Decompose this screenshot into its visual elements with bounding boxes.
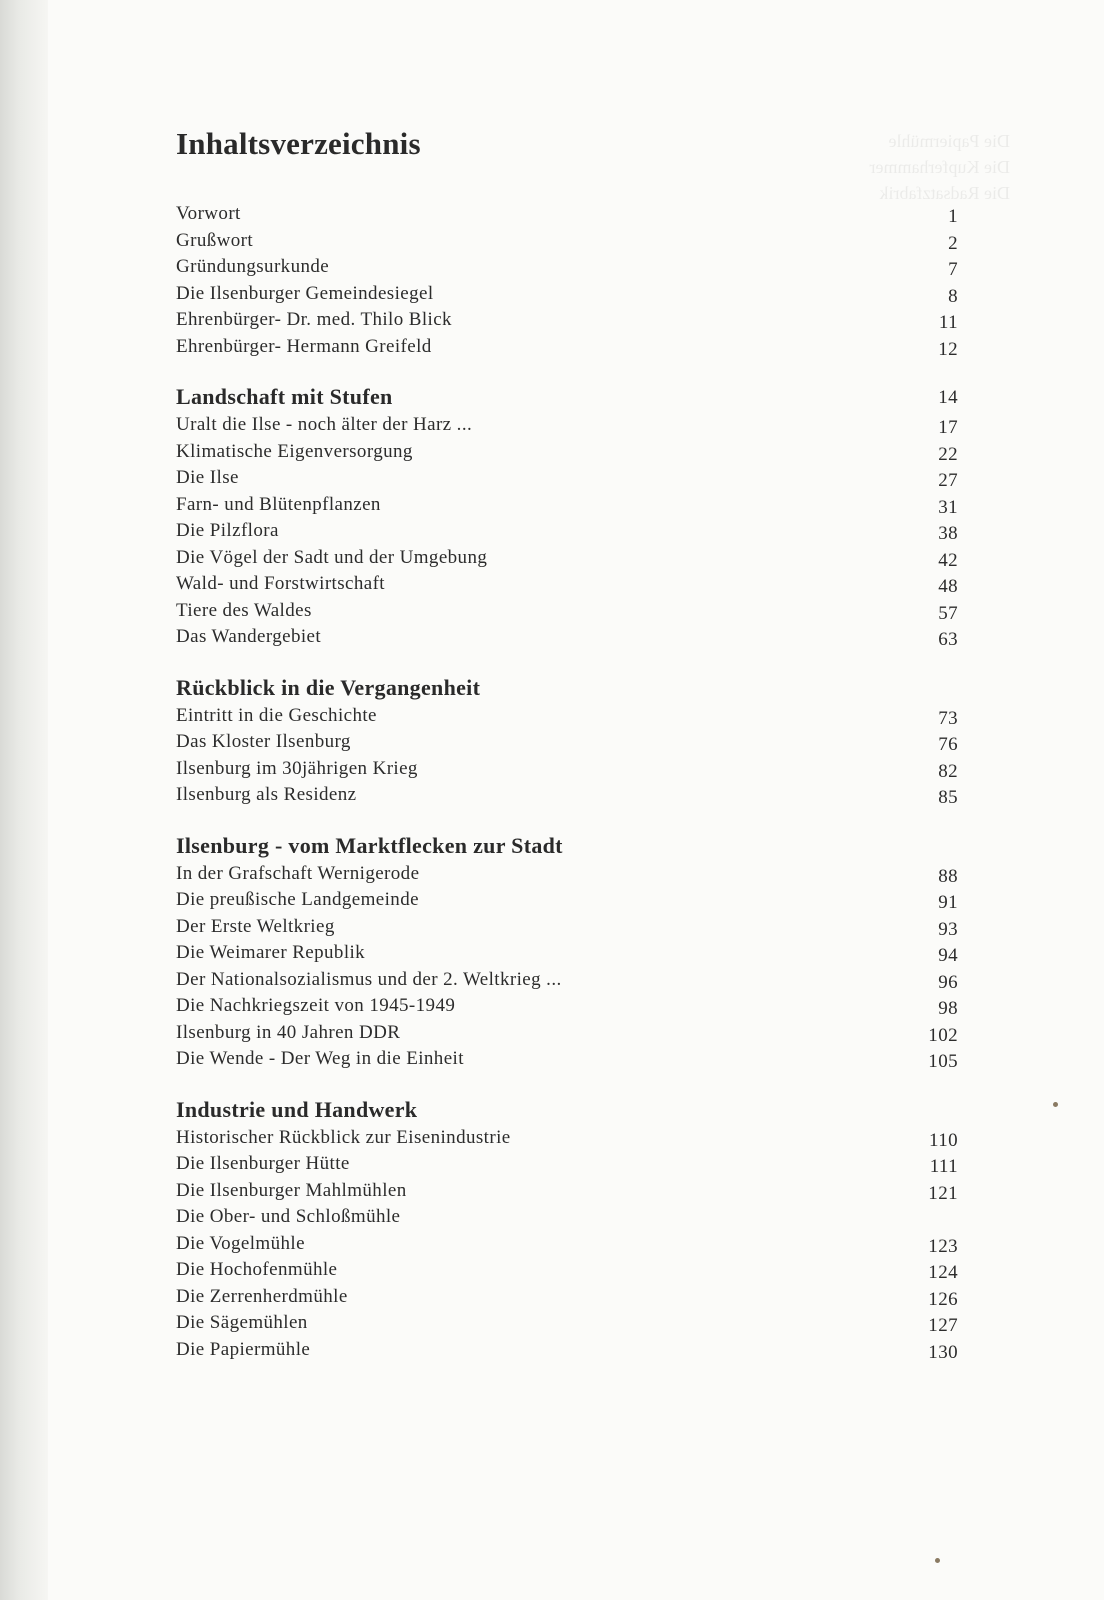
toc-entry [176,571,958,598]
entry-page-number: 110 [929,1129,958,1151]
toc-entry [176,334,958,361]
entry-title: Die Vögel der Sadt und der Umgebung [176,546,488,568]
entry-page-number: 82 [938,760,958,782]
entry-page-number: 85 [938,787,958,808]
toc-entry [176,914,958,941]
toc-entry [176,703,958,730]
toc-section [176,673,958,809]
entry-title: Die Ilsenburger Gemeindesiegel [176,282,434,304]
entry-title: Farn- und Blütenpflanzen [176,493,381,515]
entry-page-number: 48 [938,576,958,597]
toc-entry [176,967,958,994]
toc-entry [176,1204,958,1231]
entry-page-number: 130 [928,1341,958,1363]
entry-title: Die Nachkriegszeit von 1945-1949 [176,995,456,1016]
entry-title: Die Pilzflora [176,520,279,541]
page-gutter-shadow [0,0,48,1600]
toc-entry [176,598,958,625]
toc-entry [176,545,958,572]
entry-title: Die Hochofenmühle [176,1259,338,1280]
toc-section [176,831,958,1073]
entry-title: Die Ilsenburger Mahlmühlen [176,1179,407,1201]
entry-page-number: 102 [928,1024,958,1046]
entry-page-number: 57 [938,602,958,624]
paper-speck [1053,1102,1058,1107]
section-heading-row [176,831,958,861]
entry-page-number: 111 [929,1156,958,1177]
entry-page-number: 12 [938,338,958,360]
entry-page-number: 121 [928,1182,958,1204]
toc-entry [176,782,958,809]
entry-title: Gründungsurkunde [176,256,330,277]
entry-title: Historischer Rückblick zur Eisenindustrie [176,1126,511,1148]
entry-title: Die Vogelmühle [176,1232,305,1254]
section-heading: Industrie und Handwerk [176,1096,418,1122]
bleed-line: Die Papiermühle [888,131,1010,151]
section-heading: Ilsenburg - vom Marktflecken zur Stadt [176,832,563,858]
toc-entry [176,492,958,519]
page-title: Inhaltsverzeichnis [176,126,421,161]
entry-page-number: 27 [938,470,958,491]
toc-section [176,382,958,651]
toc-entry [176,1257,958,1284]
section-heading: Rückblick in die Vergangenheit [176,674,481,700]
entry-page-number: 73 [938,707,958,729]
entry-title: Die Sägemühlen [176,1312,308,1333]
section-page-number [898,834,958,864]
section-heading-row [176,382,958,412]
entry-title: In der Grafschaft Wernigerode [176,862,420,884]
entry-title: Die Zerrenherdmühle [176,1285,348,1307]
toc-entry [176,1046,958,1073]
toc-entry [176,1310,958,1337]
toc-entry [176,861,958,888]
entry-title: Tiere des Waldes [176,599,312,621]
entry-title: Grußwort [176,229,254,251]
toc-entry [176,412,958,439]
entry-page-number: 17 [938,417,958,438]
entry-page-number: 88 [938,865,958,887]
entry-title: Ilsenburg als Residenz [176,784,357,805]
toc-entry [176,1178,958,1205]
toc-entry [176,1337,958,1364]
entry-title: Die preußische Landgemeinde [176,889,419,910]
entry-page-number: 38 [938,523,958,544]
entry-title: Der Nationalsozialismus und der 2. Weltkrieg ... [176,968,562,990]
entry-page-number: 98 [938,998,958,1019]
toc-entry [176,887,958,914]
bleed-line: Die Kupferhammer [869,157,1010,177]
entry-page-number: 8 [948,285,958,307]
toc-entry [176,1020,958,1047]
entry-page-number: 105 [928,1051,958,1072]
entry-page-number: 127 [928,1315,958,1336]
entry-title: Die Papiermühle [176,1338,311,1360]
toc-section [176,1095,958,1364]
toc-entry [176,439,958,466]
entry-title: Uralt die Ilse - noch älter der Harz ... [176,414,473,435]
section-page-number: 14 [938,387,958,408]
entry-page-number: 124 [928,1262,958,1283]
section-heading-row [176,673,958,703]
entry-title: Das Wandergebiet [176,626,322,647]
toc-entry [176,1151,958,1178]
toc-section [176,201,958,360]
entry-title: Wald- und Forstwirtschaft [176,573,385,594]
entry-page-number: 123 [928,1235,958,1257]
entry-title: Der Erste Weltkrieg [176,915,335,937]
toc-entry [176,201,958,228]
section-heading: Landschaft mit Stufen [176,384,393,409]
entry-page-number: 1 [948,206,958,227]
toc-entry [176,1231,958,1258]
toc-entry [176,281,958,308]
section-page-number [898,676,958,706]
toc-entry [176,1125,958,1152]
entry-title: Die Ilse [176,467,239,488]
entry-page-number: 31 [938,496,958,518]
entry-page-number [898,1207,958,1234]
entry-page-number: 2 [948,232,958,254]
toc-entry [176,993,958,1020]
entry-title: Die Ober- und Schloßmühle [176,1206,401,1227]
entry-title: Die Ilsenburger Hütte [176,1153,350,1174]
toc-entry [176,518,958,545]
toc-entry [176,307,958,334]
entry-title: Ehrenbürger- Dr. med. Thilo Blick [176,309,452,330]
section-page-number [898,1098,958,1128]
toc-entry [176,940,958,967]
entry-page-number: 126 [928,1288,958,1310]
toc-entry [176,1284,958,1311]
entry-title: Ilsenburg im 30jährigen Krieg [176,757,418,779]
entry-page-number: 96 [938,971,958,993]
toc-entry [176,756,958,783]
bleed-line: Die Radsatzfabrik [879,183,1010,203]
entry-page-number: 94 [938,945,958,966]
entry-page-number: 91 [938,892,958,913]
entry-title: Das Kloster Ilsenburg [176,731,351,752]
toc-entry [176,465,958,492]
entry-title: Eintritt in die Geschichte [176,704,377,726]
entry-title: Klimatische Eigenversorgung [176,440,413,462]
entry-page-number: 11 [938,312,958,333]
entry-title: Ilsenburg in 40 Jahren DDR [176,1021,401,1043]
table-of-contents [176,201,958,1385]
entry-title: Vorwort [176,203,241,224]
bleed-through-text [790,128,1010,206]
section-heading-row [176,1095,958,1125]
toc-entry [176,624,958,651]
entry-page-number: 42 [938,549,958,571]
toc-entry [176,729,958,756]
entry-title: Die Weimarer Republik [176,942,366,963]
entry-title: Ehrenbürger- Hermann Greifeld [176,335,432,357]
entry-page-number: 22 [938,443,958,465]
toc-entry [176,254,958,281]
entry-page-number: 76 [938,734,958,755]
entry-page-number: 7 [948,259,958,280]
entry-title: Die Wende - Der Weg in die Einheit [176,1048,464,1069]
entry-page-number: 63 [938,629,958,650]
paper-speck [935,1558,940,1563]
entry-page-number: 93 [938,918,958,940]
toc-entry [176,228,958,255]
